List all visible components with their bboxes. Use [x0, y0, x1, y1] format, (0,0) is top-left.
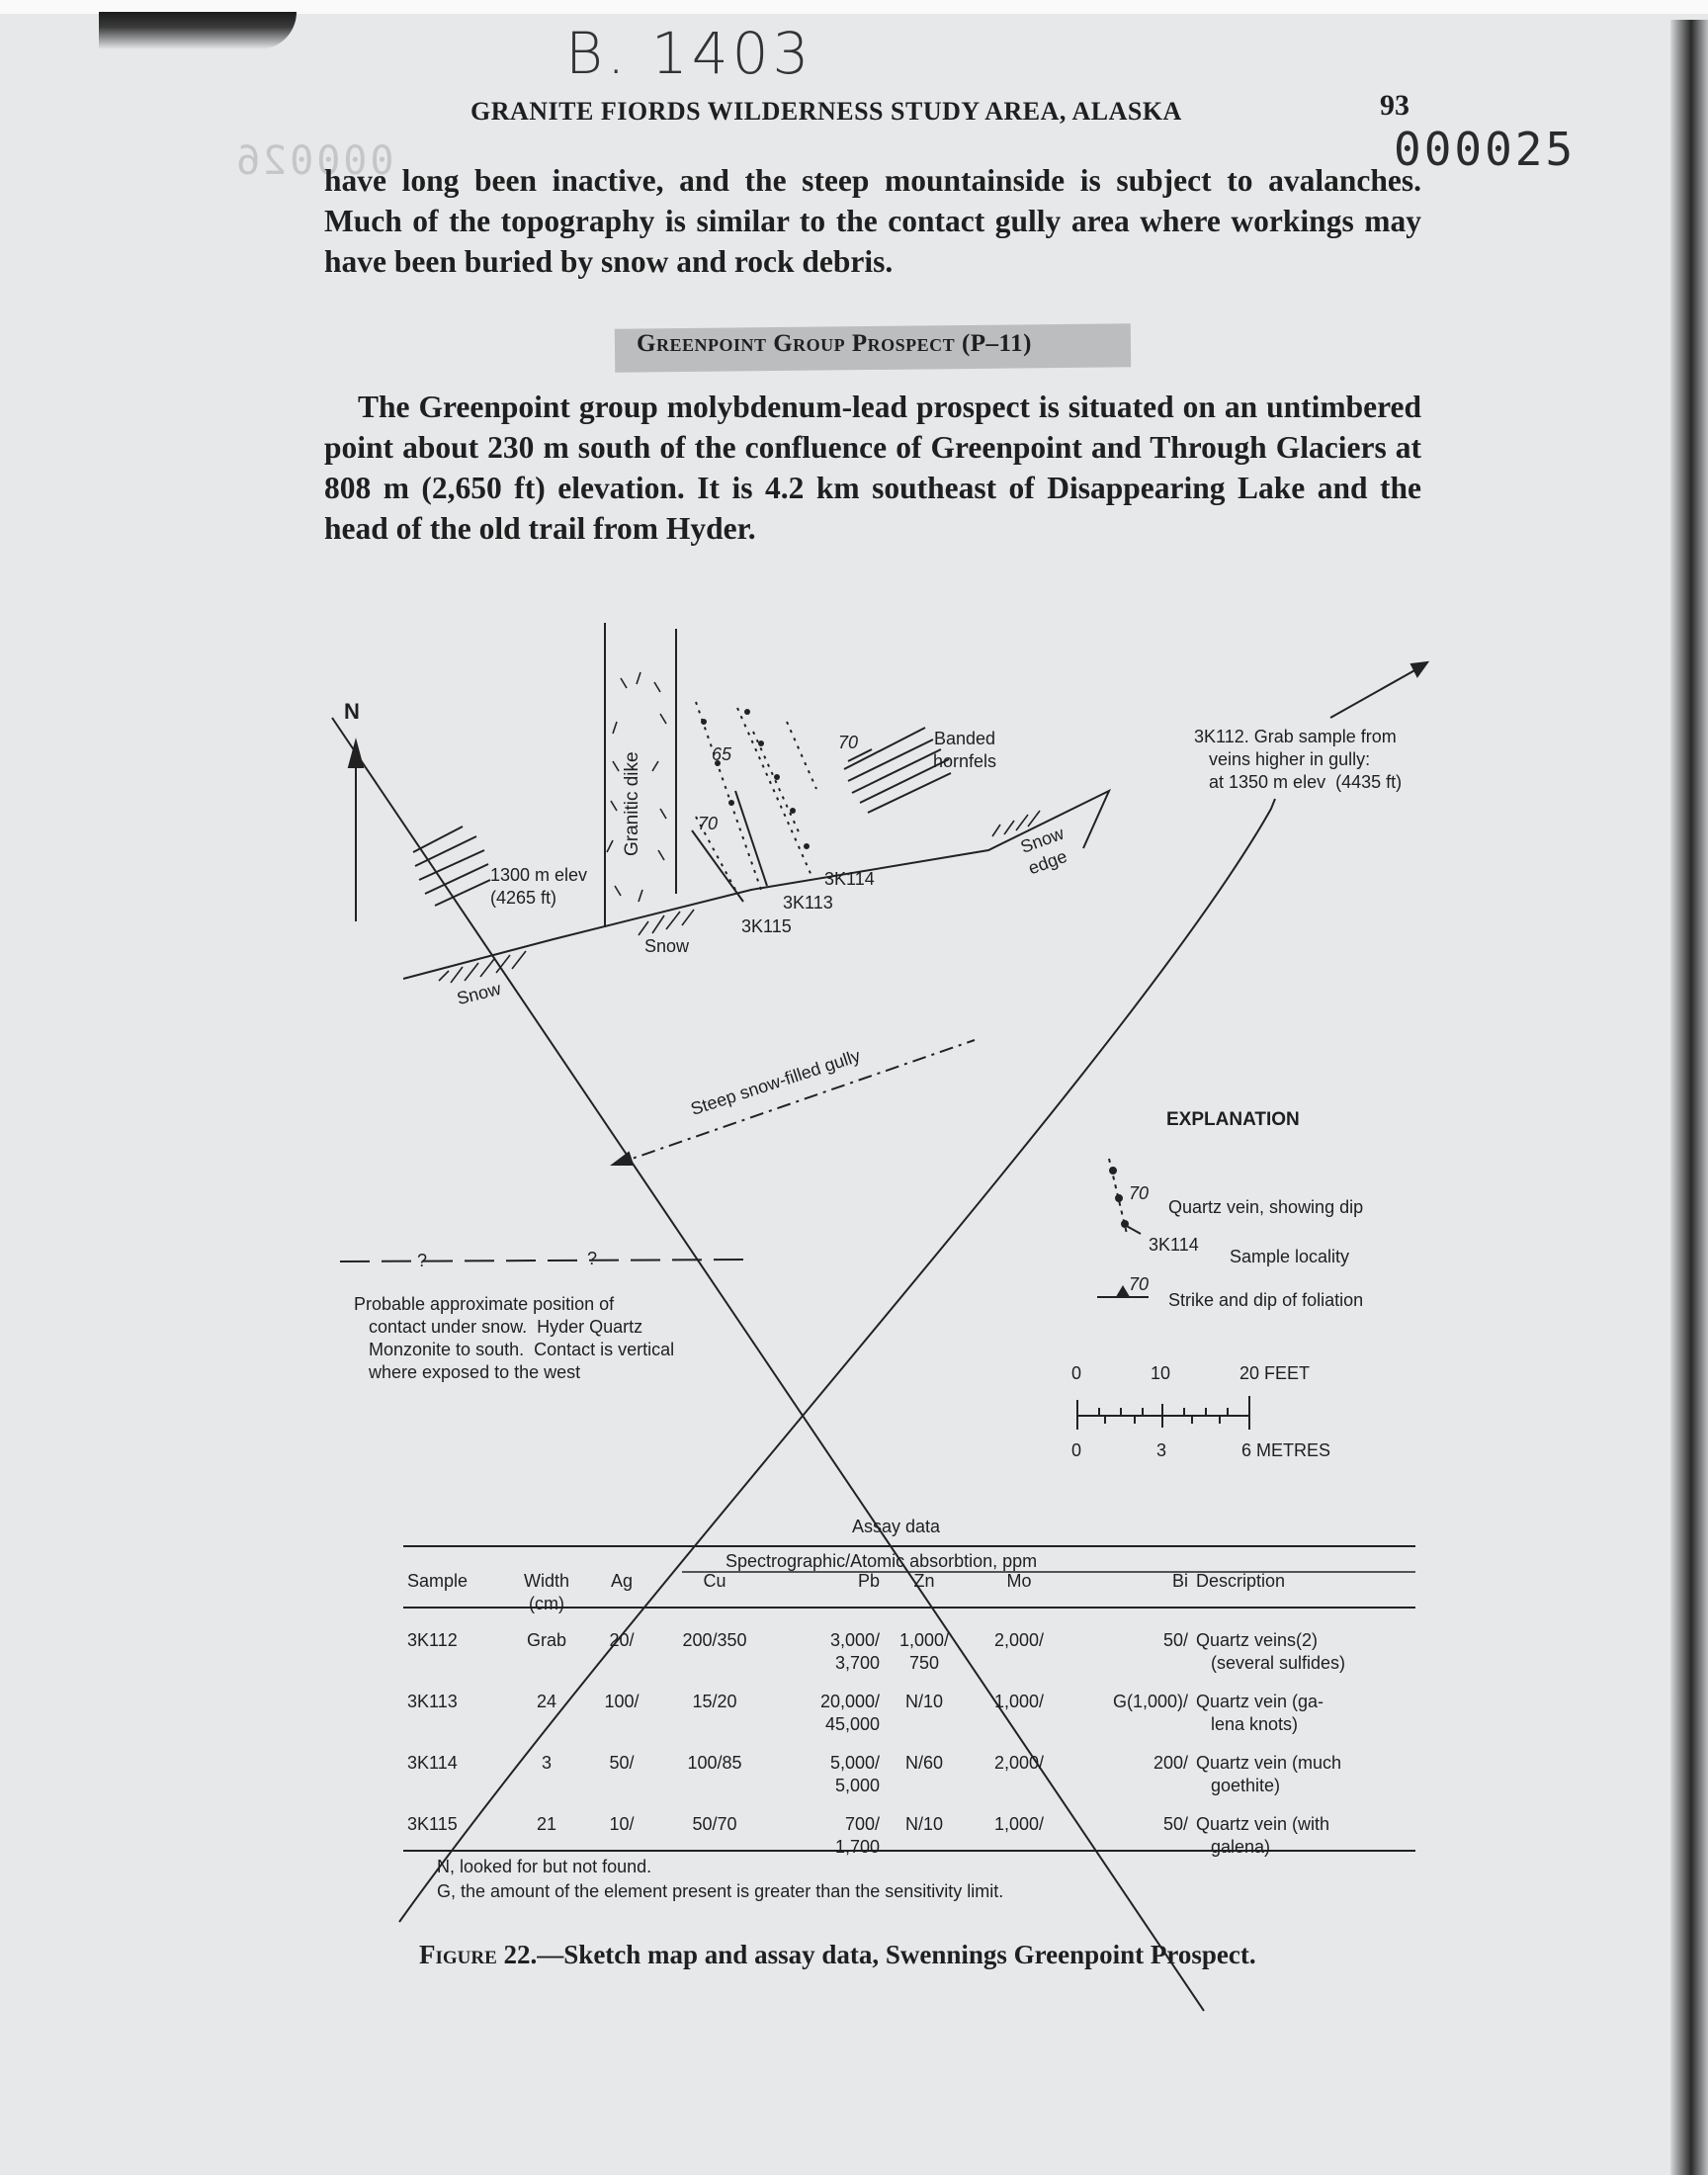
assay-cell: Quartz vein (ga- lena knots)	[1196, 1692, 1324, 1734]
assay-cell: 700/ 1,700	[834, 1814, 880, 1857]
vein-dip-65: 65	[712, 744, 732, 764]
note-not-found: N, looked for but not found.	[437, 1857, 652, 1876]
assay-cell: N/10	[904, 1692, 944, 1711]
assay-cell: 10/	[609, 1814, 635, 1834]
scale-metres-0: 0	[1071, 1440, 1082, 1460]
assay-cell: 2,000/	[993, 1630, 1045, 1650]
assay-cell: 1,000/	[993, 1814, 1045, 1834]
assay-header-cell: Description	[1196, 1571, 1286, 1591]
assay-row	[403, 1746, 1415, 1807]
explanation-sample-id: 3K114	[1149, 1235, 1199, 1255]
assay-header-cell: Cu	[703, 1571, 726, 1591]
assay-cell: 100/	[604, 1692, 640, 1711]
explanation-title: EXPLANATION	[1166, 1109, 1300, 1130]
grab-arrow-head	[1411, 662, 1427, 676]
scale-metres-3: 3	[1156, 1440, 1167, 1460]
contact-note: Probable approximate position of contact under snow. Hyder Quartz Monzonite to south. Contact is vertical where exposed to the west	[354, 1294, 675, 1382]
contact-dashed-line	[340, 1260, 751, 1262]
assay-cell: N/10	[904, 1814, 944, 1834]
assay-cell: 50/	[1162, 1630, 1188, 1650]
quartz-veins-solid	[692, 791, 767, 902]
assay-cell: 20,000/ 45,000	[819, 1692, 880, 1734]
assay-cell: 200/350	[682, 1630, 747, 1650]
assay-cell: 3K114	[407, 1753, 458, 1773]
explanation-vein-label: Quartz vein, showing dip	[1168, 1197, 1364, 1217]
assay-cell: 3	[541, 1753, 552, 1773]
assay-cell: 3K115	[407, 1814, 458, 1834]
elevation-label: 1300 m elev (4265 ft)	[490, 865, 588, 908]
assay-header-row	[403, 1544, 1415, 1623]
explanation-foliation-label: Strike and dip of foliation	[1168, 1290, 1364, 1310]
grab-sample-note: 3K112. Grab sample from veins higher in gully: at 1350 m elev (4435 ft)	[1194, 727, 1403, 792]
assay-cell: 24	[536, 1692, 557, 1711]
explanation-foliation-dip: 70	[1129, 1274, 1150, 1294]
sample-3K113-label: 3K113	[783, 893, 833, 913]
assay-cell: Quartz veins(2) (several sulfides)	[1196, 1630, 1346, 1673]
figure-label: Figure 22.	[419, 1940, 538, 1969]
assay-header-cell: Width (cm)	[523, 1571, 569, 1613]
hornfels-label: Banded hornfels	[933, 729, 997, 771]
contact-question-2: ?	[587, 1249, 598, 1268]
stamp-number: 000025	[1394, 123, 1577, 176]
body-paragraph-2: The Greenpoint group molybdenum-lead prospect is situated on an untimbered point about 230 m south of the confluence of Greenpoint and Through Glaciers at 808 m (2,650 ft) elevation. It is 4.2 km southeast of Disappearing Lake and the head of the old trail from Hyder.	[324, 390, 1421, 546]
scale-metres-6: 6 METRES	[1241, 1440, 1331, 1460]
gully-line	[615, 1040, 975, 1165]
assay-cell: 20/	[609, 1630, 635, 1650]
assay-cell: 21	[536, 1814, 557, 1834]
running-head: GRANITE FIORDS WILDERNESS STUDY AREA, ALASKA	[470, 97, 1182, 126]
north-label: N	[344, 699, 360, 724]
gully-label: Steep snow-filled gully	[688, 1045, 863, 1119]
assay-header-cell: Bi	[1171, 1571, 1188, 1591]
figure-caption	[419, 1940, 1256, 1970]
contact-question-1: ?	[417, 1251, 428, 1270]
grab-arrow-shaft	[1330, 664, 1425, 718]
section-heading: Greenpoint Group Prospect (P–11)	[637, 330, 1032, 357]
page-number: 93	[1380, 89, 1409, 122]
scale-feet-10: 10	[1151, 1363, 1171, 1383]
assay-row	[403, 1623, 1415, 1685]
scale-feet-0: 0	[1071, 1363, 1082, 1383]
assay-cell: Quartz vein (much goethite)	[1196, 1753, 1342, 1795]
assay-cell: G(1,000)/	[1112, 1692, 1188, 1711]
assay-group-header: Spectrographic/Atomic absorbtion, ppm	[726, 1551, 1038, 1571]
assay-cell: N/60	[904, 1753, 944, 1773]
body-paragraph-1: have long been inactive, and the steep mountainside is subject to avalanches. Much of the topography is similar to the contact gully area where workings may have been buried by snow and rock debris.	[324, 163, 1421, 279]
scale-bar	[1077, 1396, 1249, 1430]
assay-notes	[437, 1855, 1003, 1904]
assay-cell: 50/70	[692, 1814, 737, 1834]
assay-cell: 50/	[1162, 1814, 1188, 1834]
assay-cell: 200/	[1153, 1753, 1188, 1773]
explanation-vein-dip: 70	[1129, 1183, 1150, 1203]
assay-cell: 3K113	[407, 1692, 458, 1711]
handwritten-document-id: B. 1403	[565, 20, 813, 87]
gully-arrow-head	[613, 1153, 633, 1165]
figure-caption-text: —Sketch map and assay data, Swennings Greenpoint Prospect.	[537, 1940, 1256, 1969]
snow-label-left: Snow	[455, 978, 503, 1009]
assay-cell: 100/85	[687, 1753, 742, 1773]
snow-edge-label: Snow edge	[1017, 823, 1070, 879]
assay-cell: 1,000/ 750	[898, 1630, 950, 1673]
snow-label-center: Snow	[644, 936, 690, 956]
dike-label: Granitic dike	[622, 751, 642, 856]
assay-title: Assay data	[852, 1517, 941, 1536]
assay-header-cell: Pb	[857, 1571, 880, 1591]
explanation-sample-label: Sample locality	[1230, 1247, 1350, 1266]
vein-dip-70: 70	[698, 814, 719, 833]
assay-table	[403, 1544, 1415, 1869]
assay-header-cell: Mo	[1006, 1571, 1032, 1591]
assay-cell: 15/20	[692, 1692, 737, 1711]
assay-row	[403, 1685, 1415, 1746]
assay-header-cell: Zn	[913, 1571, 935, 1591]
assay-header-cell: Ag	[610, 1571, 634, 1591]
scale-feet-20: 20 FEET	[1239, 1363, 1311, 1383]
assay-cell: Quartz vein (with galena)	[1196, 1814, 1330, 1857]
assay-cell: Grab	[526, 1630, 567, 1650]
note-greater-than: G, the amount of the element present is greater than the sensitivity limit.	[437, 1881, 1004, 1901]
sample-3K114-label: 3K114	[824, 869, 875, 889]
assay-cell: 50/	[609, 1753, 635, 1773]
assay-cell: 3,000/ 3,700	[829, 1630, 880, 1673]
hornfels-dip-70: 70	[838, 733, 859, 752]
assay-cell: 5,000/ 5,000	[829, 1753, 880, 1795]
assay-cell: 2,000/	[993, 1753, 1045, 1773]
assay-header-cell: Sample	[407, 1571, 469, 1591]
assay-cell: 1,000/	[993, 1692, 1045, 1711]
assay-cell: 3K112	[407, 1630, 458, 1650]
stamp-bleed-through: 000026	[233, 138, 394, 184]
sample-3K115-label: 3K115	[741, 916, 792, 936]
